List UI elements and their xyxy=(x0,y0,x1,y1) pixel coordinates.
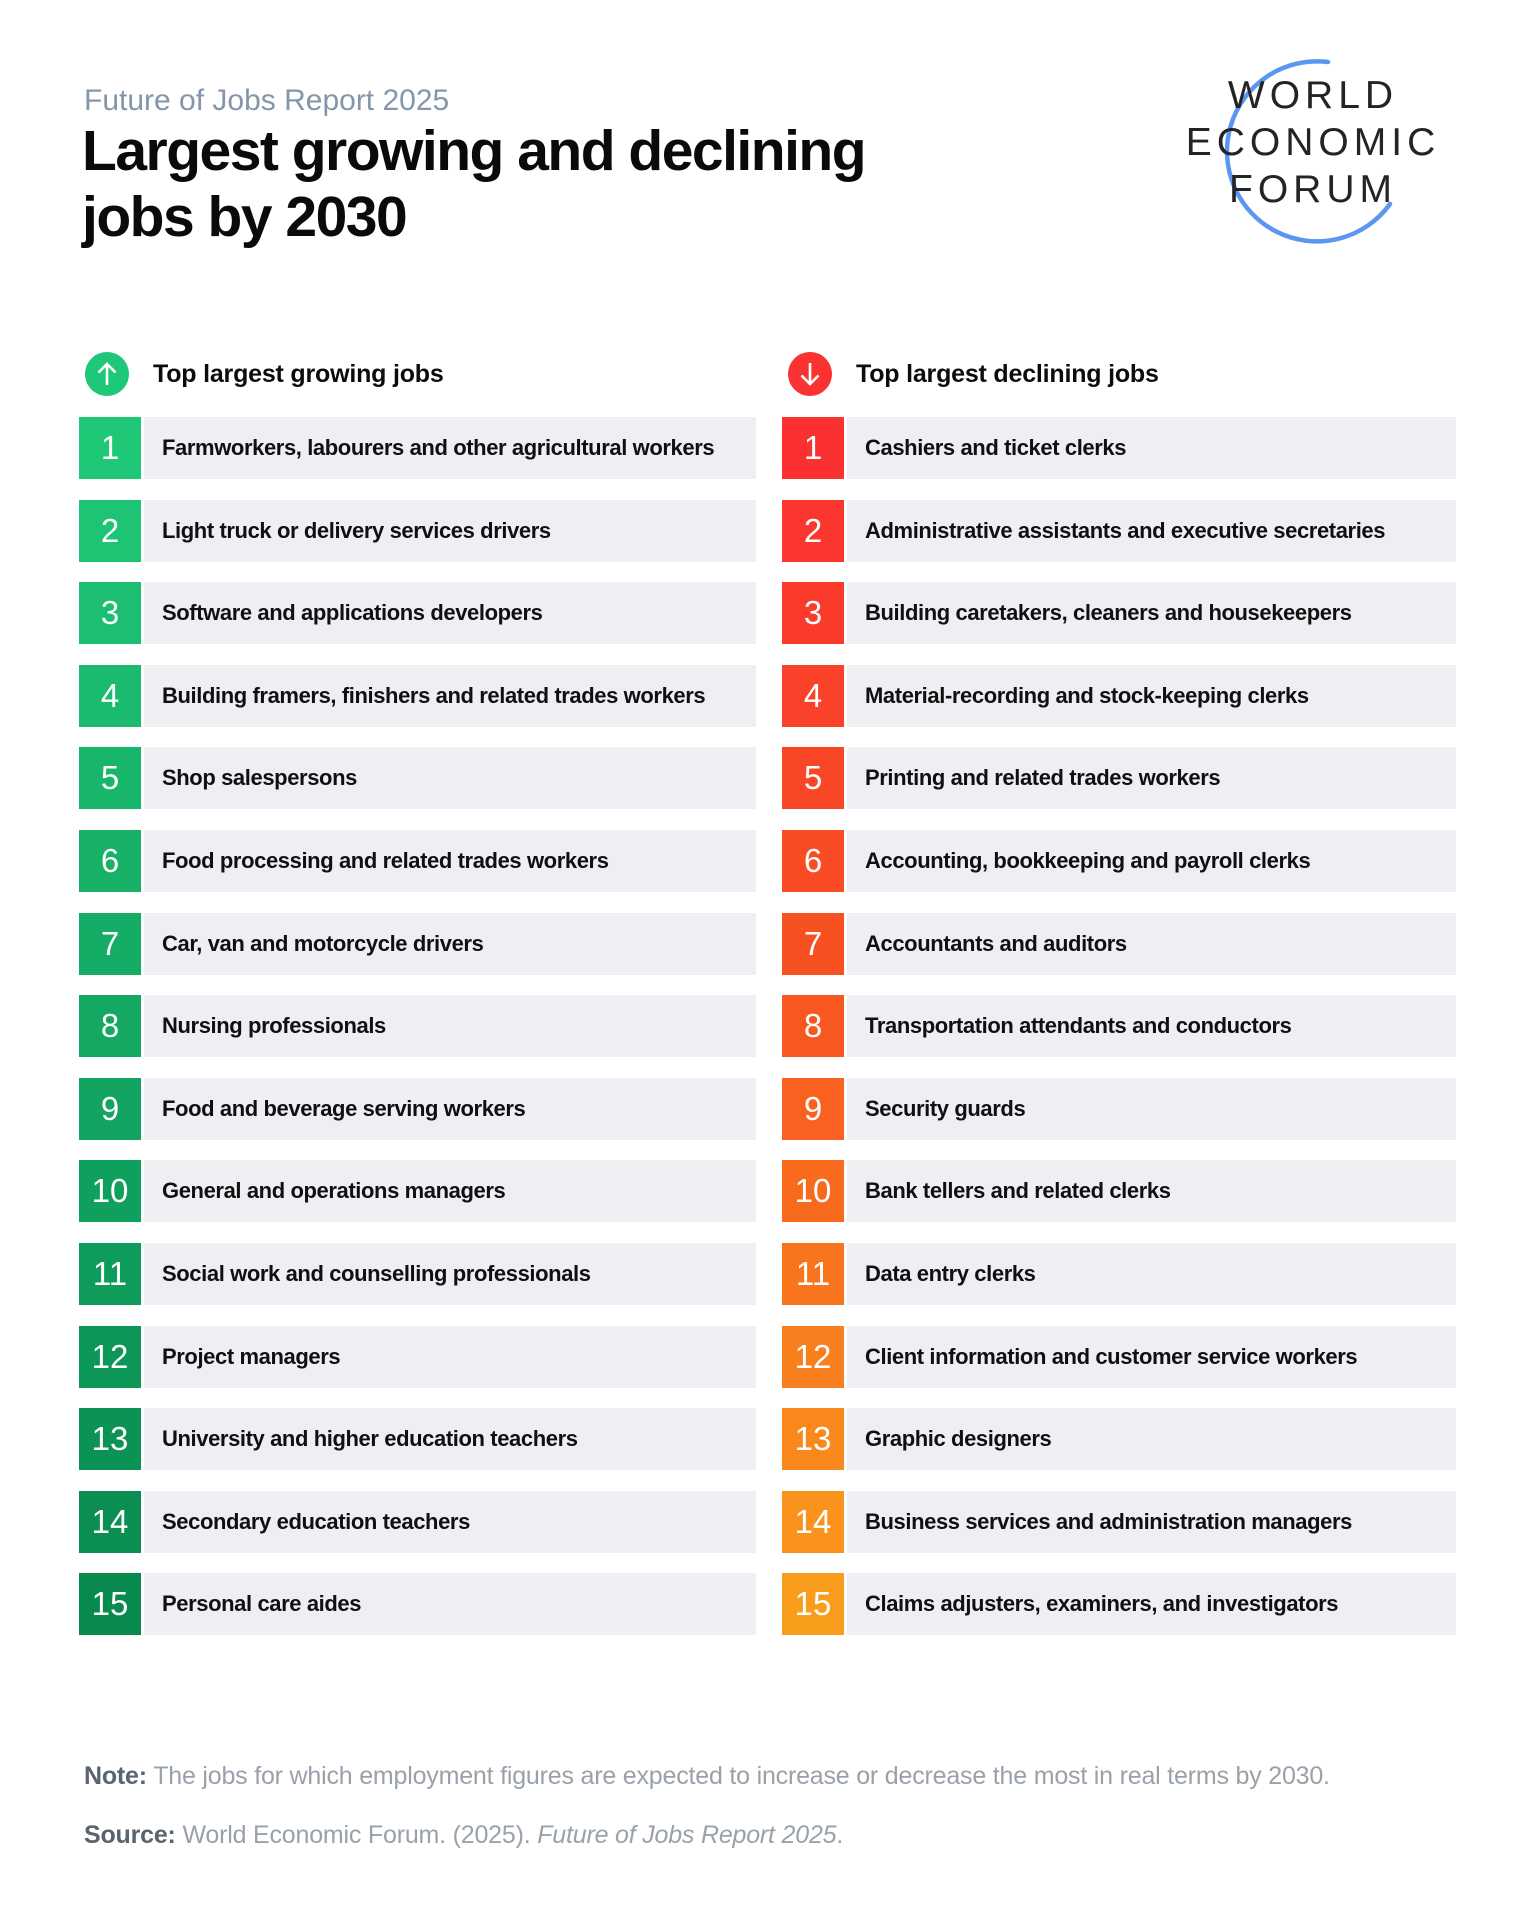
job-label: University and higher education teachers xyxy=(144,1408,756,1470)
rank-badge: 11 xyxy=(79,1243,141,1305)
rank-badge: 8 xyxy=(782,995,844,1057)
rank-badge: 5 xyxy=(782,747,844,809)
job-label: Accounting, bookkeeping and payroll clerks xyxy=(847,830,1456,892)
job-row xyxy=(79,500,756,562)
job-row xyxy=(782,582,1456,644)
rank-badge: 9 xyxy=(782,1078,844,1140)
rank-badge: 2 xyxy=(782,500,844,562)
source-period: . xyxy=(836,1821,844,1849)
job-label: Car, van and motorcycle drivers xyxy=(144,913,756,975)
job-row xyxy=(79,1078,756,1140)
footer xyxy=(84,1762,1524,1880)
growing-column-header xyxy=(85,352,756,396)
page-title xyxy=(82,118,865,250)
rank-badge: 4 xyxy=(782,665,844,727)
job-label: Administrative assistants and executive secretaries xyxy=(847,500,1456,562)
job-label: Shop salespersons xyxy=(144,747,756,809)
declining-badge xyxy=(788,352,832,396)
job-row xyxy=(79,995,756,1057)
job-label: Business services and administration managers xyxy=(847,1491,1456,1553)
job-label: Printing and related trades workers xyxy=(847,747,1456,809)
job-row xyxy=(79,1573,756,1635)
report-eyebrow: Future of Jobs Report 2025 xyxy=(84,84,450,117)
note-line xyxy=(84,1762,1524,1791)
growing-badge xyxy=(85,352,129,396)
job-row xyxy=(782,1078,1456,1140)
wef-logo-word-3: FORUM xyxy=(1229,168,1397,211)
job-row xyxy=(782,1491,1456,1553)
job-row xyxy=(79,1160,756,1222)
arrow-down-icon xyxy=(788,352,832,396)
rank-badge: 1 xyxy=(79,417,141,479)
rank-badge: 12 xyxy=(79,1326,141,1388)
job-label: Light truck or delivery services drivers xyxy=(144,500,756,562)
job-row xyxy=(782,1573,1456,1635)
job-label: Personal care aides xyxy=(144,1573,756,1635)
job-row xyxy=(782,747,1456,809)
job-label: Accountants and auditors xyxy=(847,913,1456,975)
job-label: Project managers xyxy=(144,1326,756,1388)
declining-column-header xyxy=(788,352,1456,396)
job-label: Client information and customer service workers xyxy=(847,1326,1456,1388)
job-label: Material-recording and stock-keeping clerks xyxy=(847,665,1456,727)
rank-badge: 4 xyxy=(79,665,141,727)
rank-badge: 5 xyxy=(79,747,141,809)
rank-badge: 10 xyxy=(782,1160,844,1222)
rank-badge: 15 xyxy=(79,1573,141,1635)
rank-badge: 9 xyxy=(79,1078,141,1140)
job-row xyxy=(782,665,1456,727)
rank-badge: 13 xyxy=(79,1408,141,1470)
job-label: Nursing professionals xyxy=(144,995,756,1057)
job-row xyxy=(782,1326,1456,1388)
wef-logo-word-1: WORLD xyxy=(1227,74,1399,117)
growing-jobs-list xyxy=(79,417,756,1635)
source-text: World Economic Forum. (2025). xyxy=(182,1821,531,1849)
job-label: Farmworkers, labourers and other agricultural workers xyxy=(144,417,756,479)
job-label: Bank tellers and related clerks xyxy=(847,1160,1456,1222)
job-label: Data entry clerks xyxy=(847,1243,1456,1305)
job-label: Software and applications developers xyxy=(144,582,756,644)
growing-column-title: Top largest growing jobs xyxy=(153,359,444,388)
rank-badge: 13 xyxy=(782,1408,844,1470)
rank-badge: 11 xyxy=(782,1243,844,1305)
source-label: Source: xyxy=(84,1821,176,1849)
rank-badge: 3 xyxy=(782,582,844,644)
job-label: Social work and counselling professionals xyxy=(144,1243,756,1305)
job-row xyxy=(782,500,1456,562)
rank-badge: 7 xyxy=(79,913,141,975)
source-line xyxy=(84,1821,1524,1850)
title-line-2: jobs by 2030 xyxy=(82,185,407,250)
rank-badge: 6 xyxy=(79,830,141,892)
job-label: Building caretakers, cleaners and housekeepers xyxy=(847,582,1456,644)
job-label: Security guards xyxy=(847,1078,1456,1140)
job-label: Secondary education teachers xyxy=(144,1491,756,1553)
declining-column-title: Top largest declining jobs xyxy=(856,359,1159,388)
job-label: Building framers, finishers and related trades workers xyxy=(144,665,756,727)
growing-jobs-column xyxy=(79,352,756,1635)
job-row xyxy=(782,913,1456,975)
wef-logo xyxy=(1168,58,1460,249)
title-line-1: Largest growing and declining xyxy=(82,119,866,183)
job-label: Food and beverage serving workers xyxy=(144,1078,756,1140)
job-row xyxy=(782,1160,1456,1222)
note-text: The jobs for which employment figures are expected to increase or decrease the most in real terms by 2030. xyxy=(153,1762,1330,1790)
rank-badge: 14 xyxy=(782,1491,844,1553)
job-row xyxy=(79,582,756,644)
job-label: Claims adjusters, examiners, and investigators xyxy=(847,1573,1456,1635)
job-row xyxy=(782,830,1456,892)
declining-jobs-list xyxy=(782,417,1456,1635)
job-row xyxy=(79,1408,756,1470)
rank-badge: 8 xyxy=(79,995,141,1057)
job-label: Graphic designers xyxy=(847,1408,1456,1470)
rank-badge: 1 xyxy=(782,417,844,479)
job-row xyxy=(79,830,756,892)
source-report-title: Future of Jobs Report 2025 xyxy=(537,1821,837,1849)
rank-badge: 6 xyxy=(782,830,844,892)
job-row xyxy=(79,665,756,727)
wef-logo-word-2: ECONOMIC xyxy=(1185,121,1441,164)
rank-badge: 12 xyxy=(782,1326,844,1388)
rank-badge: 14 xyxy=(79,1491,141,1553)
job-row xyxy=(79,747,756,809)
job-row xyxy=(79,1326,756,1388)
job-label: General and operations managers xyxy=(144,1160,756,1222)
job-row xyxy=(782,1243,1456,1305)
job-label: Transportation attendants and conductors xyxy=(847,995,1456,1057)
job-row xyxy=(79,1243,756,1305)
rank-badge: 10 xyxy=(79,1160,141,1222)
declining-jobs-column xyxy=(782,352,1456,1635)
job-row xyxy=(79,1491,756,1553)
rank-badge: 7 xyxy=(782,913,844,975)
note-label: Note: xyxy=(84,1762,147,1790)
arrow-up-icon xyxy=(85,352,129,396)
job-row xyxy=(782,1408,1456,1470)
rank-badge: 3 xyxy=(79,582,141,644)
job-label: Cashiers and ticket clerks xyxy=(847,417,1456,479)
job-row xyxy=(79,913,756,975)
job-label: Food processing and related trades workers xyxy=(144,830,756,892)
rank-badge: 15 xyxy=(782,1573,844,1635)
job-row xyxy=(782,995,1456,1057)
job-row xyxy=(79,417,756,479)
job-row xyxy=(782,417,1456,479)
rank-badge: 2 xyxy=(79,500,141,562)
